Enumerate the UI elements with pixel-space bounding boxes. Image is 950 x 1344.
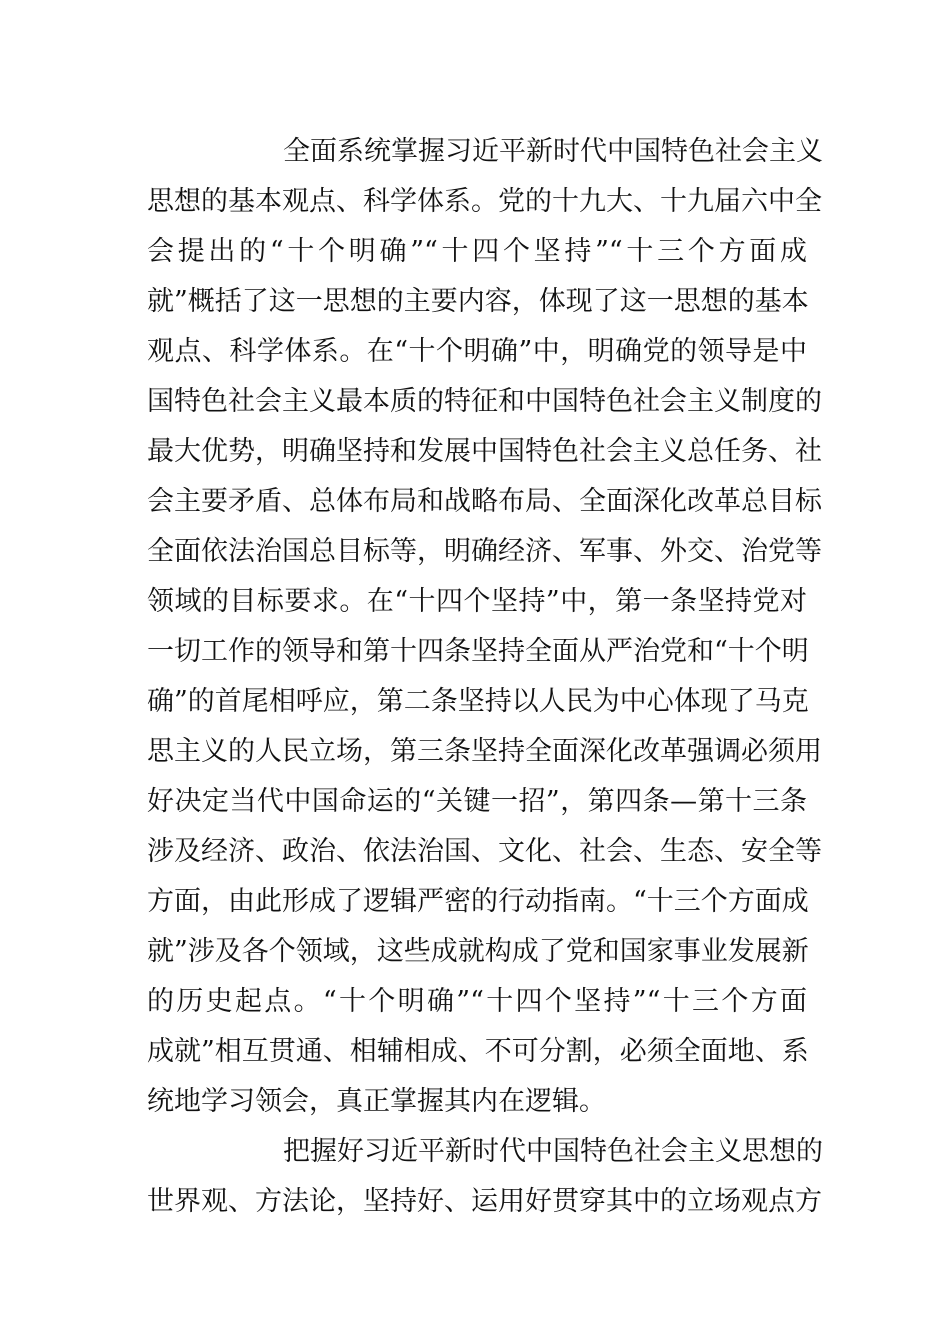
paragraph-line: 思想的基本观点、科学体系。党的十九大、十九届六中全: [147, 186, 822, 217]
paragraph-line: 成就”相互贯通、相辅相成、不可分割，必须全面地、系: [147, 1036, 809, 1067]
paragraph-line: 确”的首尾相呼应，第二条坚持以人民为中心体现了马克: [147, 686, 809, 717]
paragraph-line: 思主义的人民立场，第三条坚持全面深化改革强调必须用: [147, 736, 822, 767]
paragraph-line: 观点、科学体系。在“十个明确”中，明确党的领导是中: [147, 336, 807, 367]
paragraph-line: 好决定当代中国命运的“关键一招”，第四条—第十三条: [147, 786, 807, 817]
paragraph-line: 世界观、方法论，坚持好、运用好贯穿其中的立场观点方: [147, 1186, 822, 1217]
paragraph-line: 把握好习近平新时代中国特色社会主义思想的: [283, 1136, 823, 1167]
paragraph-line: 全面系统掌握习近平新时代中国特色社会主义: [283, 136, 823, 167]
paragraph-line: 就”涉及各个领域，这些成就构成了党和国家事业发展新: [147, 936, 809, 967]
paragraph-line: 统地学习领会，真正掌握其内在逻辑。: [147, 1086, 606, 1117]
paragraph-line: 领域的目标要求。在“十四个坚持”中，第一条坚持党对: [147, 586, 807, 617]
paragraph-line: 国特色社会主义最本质的特征和中国特色社会主义制度的: [147, 386, 822, 417]
paragraph-line: 最大优势，明确坚持和发展中国特色社会主义总任务、社: [147, 436, 822, 467]
paragraph-line: 会提出的“十个明确”“十四个坚持”“十三个方面成: [147, 236, 807, 267]
paragraph-line: 涉及经济、政治、依法治国、文化、社会、生态、安全等: [147, 836, 822, 867]
paragraph-line: 会主要矛盾、总体布局和战略布局、全面深化改革总目标: [147, 486, 822, 517]
paragraph-line: 的历史起点。“十个明确”“十四个坚持”“十三个方面: [147, 986, 807, 1017]
paragraph-line: 方面，由此形成了逻辑严密的行动指南。“十三个方面成: [147, 886, 809, 917]
paragraph-line: 全面依法治国总目标等，明确经济、军事、外交、治党等: [147, 536, 822, 567]
paragraph-line: 就”概括了这一思想的主要内容，体现了这一思想的基本: [147, 286, 809, 317]
paragraph-1: [147, 127, 823, 1127]
document-body: [147, 127, 823, 1227]
paragraph-2: [147, 1127, 823, 1227]
paragraph-line: 一切工作的领导和第十四条坚持全面从严治党和“十个明: [147, 636, 809, 667]
